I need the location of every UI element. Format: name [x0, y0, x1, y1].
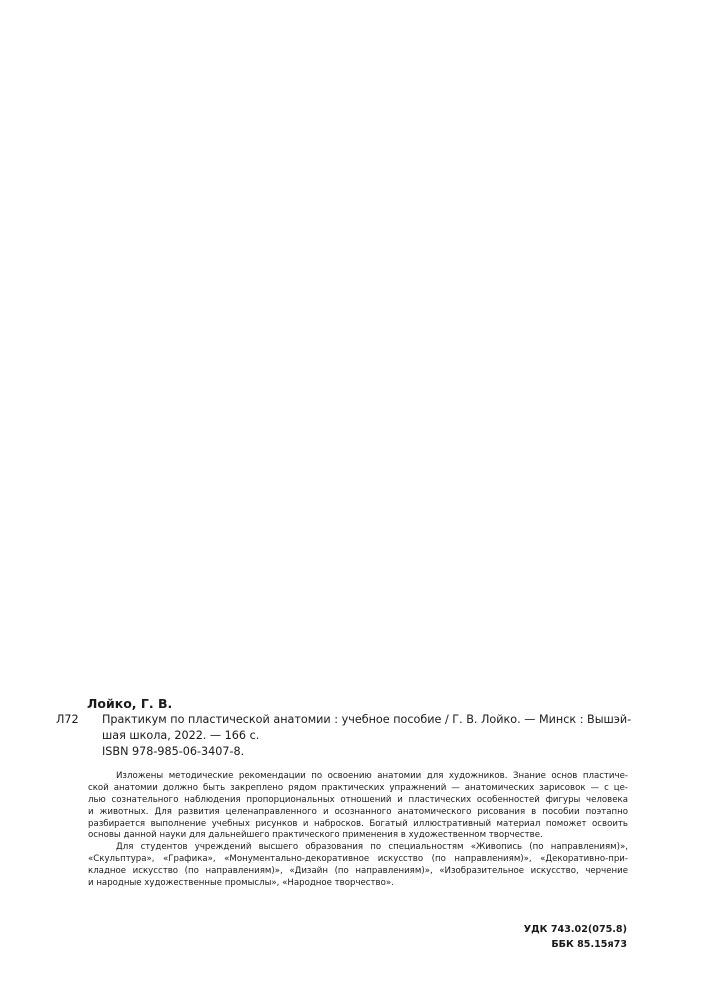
annotation-line: лью сознательного наблюдения пропорциональных отношений и пластических особенностей фигуры человека [88, 794, 628, 805]
isbn-line: ISBN 978-985-06-3407-8. [102, 745, 245, 758]
annotation-line: и животных. Для развития целенаправленного и осознанного анатомического рисования в пособии поэтапно [88, 806, 628, 817]
annotation [88, 771, 628, 890]
annotation-line: и народные художественные промыслы», «Народное творчество». [88, 878, 394, 889]
annotation-line: разбирается выполнение учебных рисунков и набросков. Богатый иллюстративный материал поможет освоить [88, 818, 628, 829]
udk-index: УДК 743.02(075.8) [523, 924, 627, 935]
bibliographic-line: Практикум по пластической анатомии : учебное пособие / Г. В. Лойко. — Минск : Вышэй- [102, 713, 632, 726]
annotation-line: кладное искусство (по направлениям)», «Дизайн (по направлениям)», «Изобразительное искусство, черчение [88, 866, 628, 877]
annotation-line: «Скульптура», «Графика», «Монументально-декоративное искусство (по направлениям)», «Декоративно-при- [88, 854, 628, 865]
author-heading: Лойко, Г. В. [87, 696, 173, 711]
bibliographic-line: шая школа, 2022. — 166 с. [102, 729, 260, 742]
classification-indices [524, 923, 627, 952]
annotation-line: ской анатомии должно быть закреплено рядом практических упражнений — анатомических зарисовок — с це- [88, 782, 628, 793]
bbk-index: ББК 85.15я73 [551, 938, 627, 950]
bibliographic-record [102, 712, 630, 760]
annotation-line: Для студентов учреждений высшего образования по специальностям «Живопись (по направлениям)», [116, 842, 628, 853]
annotation-line: основы данной науки для дальнейшего практического применения в художественном творчестве. [88, 830, 543, 841]
shelf-code: Л72 [56, 713, 79, 726]
annotation-line: Изложены методические рекомендации по освоению анатомии для художников. Знание основ пластиче- [116, 771, 628, 781]
